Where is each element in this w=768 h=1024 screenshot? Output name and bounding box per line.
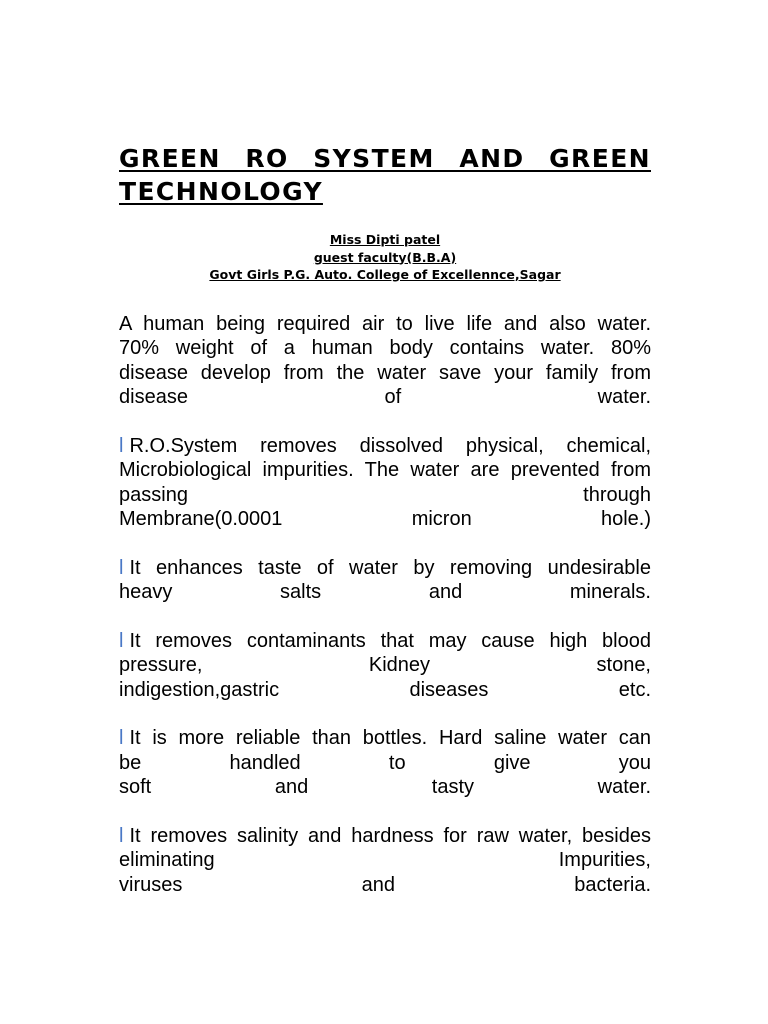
paragraph-line: heavy salts and minerals. [119,581,651,603]
title-line-2: TECHNOLOGY [119,177,323,206]
bullet-icon: l [119,434,124,457]
paragraph-taste [119,556,651,605]
author-block [119,231,651,284]
bullet-icon: l [119,727,124,749]
paragraph-line: indigestion,gastric diseases etc. [119,678,651,701]
paragraph-line: R.O.System removes dissolved physical, chemical, [129,434,651,457]
paragraph-line: It removes salinity and hardness for raw water, besides [129,824,651,847]
document-title [119,142,651,208]
paragraph-line: eliminating Impurities, [119,849,651,871]
paragraph-line: be handled to give you [119,751,651,774]
author-name: Miss Dipti patel [329,232,441,247]
paragraph-line: Membrane(0.0001 micron hole.) [119,508,651,530]
paragraph-line: viruses and bacteria. [119,873,651,896]
paragraph-line: 70% weight of a human body contains water. 80% [119,337,651,359]
author-role: guest faculty(B.B.A) [313,249,457,265]
bullet-icon: l [119,824,124,847]
paragraph-line: soft and tasty water. [119,776,651,798]
title-line-1: GREEN RO SYSTEM AND GREEN [119,144,651,173]
document-body [119,312,651,898]
bullet-icon: l [119,629,124,652]
document-page [119,142,651,921]
author-institution: Govt Girls P.G. Auto. College of Excellennce,Sagar [209,267,561,282]
paragraph-line: disease develop from the water save your family from [119,361,651,384]
bullet-icon: l [119,556,124,579]
paragraph-ro-system [119,434,651,532]
paragraph-line: It removes contaminants that may cause high blood [129,629,651,652]
paragraph-line: Microbiological impurities. The water are prevented from [119,459,651,481]
paragraph-line: It is more reliable than bottles. Hard saline water can [129,727,651,749]
paragraph-reliable [119,726,651,800]
paragraph-line: A human being required air to live life and also water. [119,312,651,335]
paragraph-salinity [119,824,651,898]
paragraph-line: disease of water. [119,386,651,408]
paragraph-line: It enhances taste of water by removing undesirable [129,556,651,579]
paragraph-contaminants [119,629,651,703]
paragraph-line: passing through [119,483,651,506]
paragraph-intro [119,312,651,410]
paragraph-line: pressure, Kidney stone, [119,654,651,676]
